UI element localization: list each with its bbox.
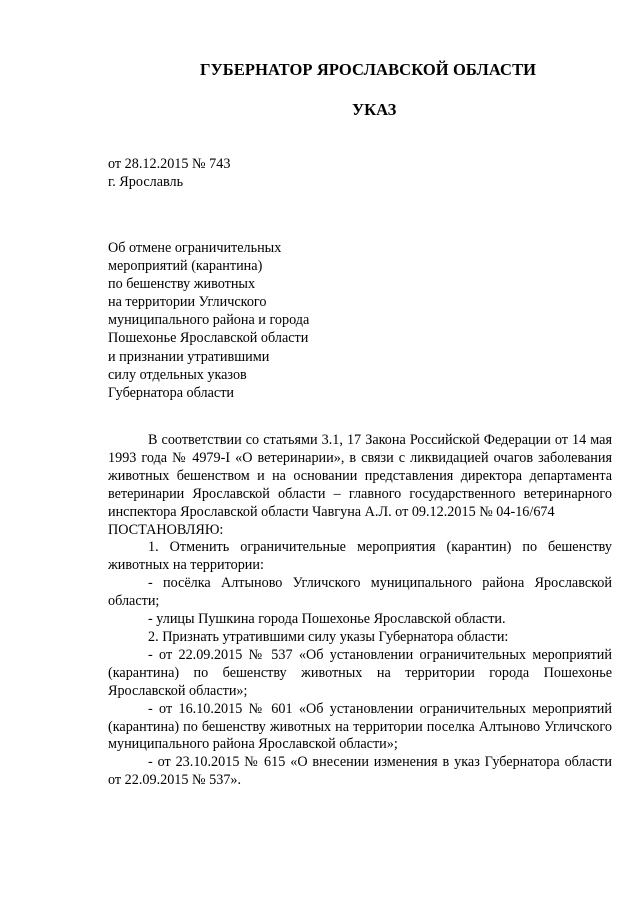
subject-line: Об отмене ограничительных: [108, 240, 282, 256]
subject-line: мероприятий (карантина): [108, 258, 263, 275]
document-city: г. Ярославль: [108, 174, 184, 190]
document-subject: [108, 239, 309, 402]
subject-line: силу отдельных указов: [108, 366, 247, 383]
clause-2-subitem: - от 22.09.2015 № 537 «Об установлении ограничительных мероприятий (карантина) по бешенству животных на территории города Пошехонье Ярославской области»;: [108, 646, 612, 699]
preamble-paragraph: В соответствии со статьями 3.1, 17 Закона Российской Федерации от 14 мая 1993 года № 4979-I «О ветеринарии», в связи с ликвидацией очагов заболевания животных бешенством и на основании представления директора департамента ветеринарии Ярославской области – главного государственного ветеринарного инспектора Ярославской области Чавгуна А.Л. от 09.12.2015 № 04-16/674: [108, 432, 612, 520]
subject-line: на территории Угличского: [108, 294, 267, 311]
clause-2-subitem: - от 16.10.2015 № 601 «Об установлении ограничительных мероприятий (карантина) по бешенству животных на территории поселка Алтыново Угличского муниципального района Ярославской области»;: [108, 700, 612, 753]
clause-2: 2. Признать утратившими силу указы Губернатора области:: [148, 628, 509, 645]
subject-line: и признании утратившими: [108, 348, 270, 365]
clause-1-subitem: - посёлка Алтыново Угличского муниципального района Ярославской области;: [108, 575, 612, 610]
subject-line: Губернатора области: [108, 384, 234, 401]
document-type-heading: УКАЗ: [352, 100, 397, 119]
clause-1: 1. Отменить ограничительные мероприятия (карантин) по бешенству животных на территории:: [108, 539, 612, 574]
resolve-keyword: ПОСТАНОВЛЯЮ:: [108, 521, 224, 538]
document-body: [108, 432, 612, 790]
document-date-number: от 28.12.2015 № 743: [108, 156, 231, 172]
clause-2-subitem: - от 23.10.2015 № 615 «О внесении изменения в указ Губернатора области от 22.09.2015 № 537».: [108, 754, 612, 789]
subject-line: по бешенству животных: [108, 276, 256, 293]
subject-line: Пошехонье Ярославской области: [108, 330, 309, 347]
subject-line: муниципального района и города: [108, 312, 310, 329]
clause-1-subitem: - улицы Пушкина города Пошехонье Ярославской области.: [148, 611, 506, 628]
issuing-authority-heading: ГУБЕРНАТОР ЯРОСЛАВСКОЙ ОБЛАСТИ: [200, 60, 537, 79]
